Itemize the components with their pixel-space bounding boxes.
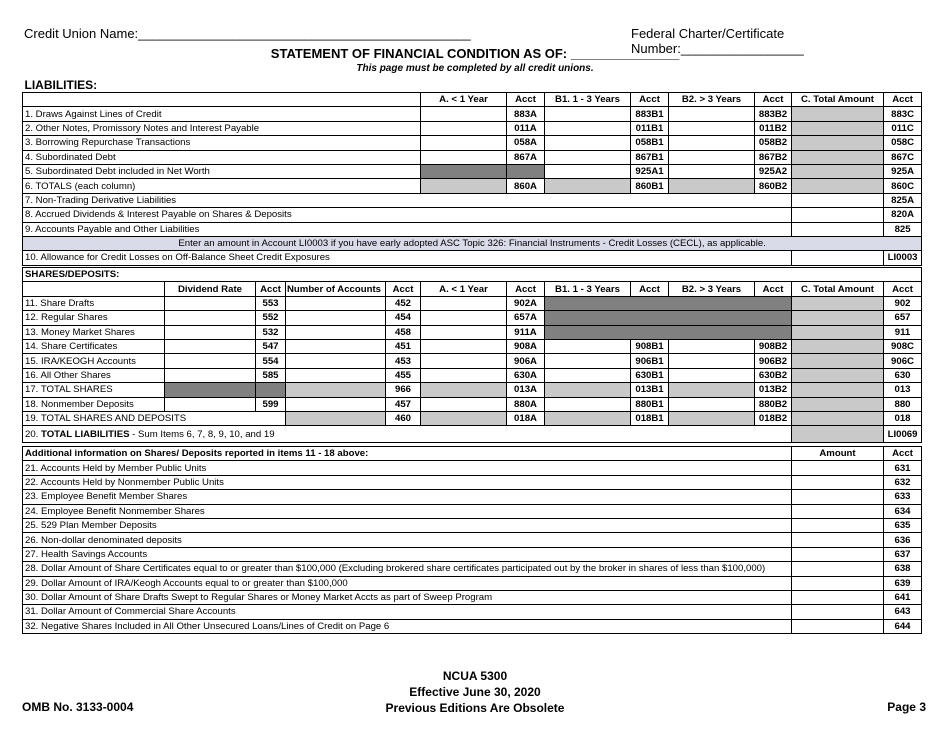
acct-code: LI0069: [884, 426, 922, 443]
acct-code: 867B2: [755, 150, 792, 164]
acct-code: 013B1: [631, 383, 669, 397]
row-label: 4. Subordinated Debt: [23, 150, 421, 164]
acct-code: 630B1: [631, 368, 669, 382]
acct-code: 547: [256, 339, 286, 353]
row-label: 3. Borrowing Repurchase Transactions: [23, 136, 421, 150]
acct-code: 657A: [507, 311, 545, 325]
col-b2-header: B2. > 3 Years: [669, 282, 755, 296]
col-acct-header: Acct: [631, 93, 669, 107]
shaded-cell: [545, 296, 792, 310]
table-row: [23, 107, 922, 121]
total-cell: [792, 164, 884, 178]
col-acct-header: Acct: [755, 93, 792, 107]
acct-code: 018: [884, 411, 922, 425]
shaded-cell: [256, 383, 286, 397]
col-acct-header: Acct: [884, 282, 922, 296]
acct-code: 630A: [507, 368, 545, 382]
total-cell: [792, 426, 884, 443]
total-cell: [792, 354, 884, 368]
acct-code: 966: [386, 383, 421, 397]
amount-cell[interactable]: [421, 121, 507, 135]
acct-code: 554: [256, 354, 286, 368]
col-a-header: A. < 1 Year: [421, 93, 507, 107]
acct-code: 906C: [884, 354, 922, 368]
table-row: [23, 164, 922, 178]
amount-cell[interactable]: [669, 368, 755, 382]
amount-cell[interactable]: [421, 311, 507, 325]
acct-code: 925A2: [755, 164, 792, 178]
table-row: [23, 193, 922, 207]
amount-cell[interactable]: [792, 576, 884, 590]
total-cell: [286, 411, 386, 425]
total-cell: [545, 411, 631, 425]
row-label: 18. Nonmember Deposits: [23, 397, 165, 411]
row-label: 1. Draws Against Lines of Credit: [23, 107, 421, 121]
shares-table: [22, 267, 922, 443]
table-row: [23, 576, 922, 590]
liabilities-section-title: LIABILITIES:: [23, 78, 922, 93]
total-cell: [792, 368, 884, 382]
col-acct-header: Acct: [755, 282, 792, 296]
row-label: 6. TOTALS (each column): [23, 179, 421, 193]
row-label: 29. Dollar Amount of IRA/Keogh Accounts equal to or greater than $100,000: [23, 576, 792, 590]
total-cell: [545, 383, 631, 397]
acct-code: 644: [884, 619, 922, 633]
total-cell: [421, 383, 507, 397]
table-row: [23, 475, 922, 489]
amount-cell[interactable]: [792, 251, 884, 265]
acct-code: 867C: [884, 150, 922, 164]
total-cell: [792, 150, 884, 164]
amount-cell[interactable]: [669, 121, 755, 135]
col-acct-header: Acct: [386, 282, 421, 296]
acct-code: 883B2: [755, 107, 792, 121]
col-acct-header: Acct: [631, 282, 669, 296]
acct-code: 867B1: [631, 150, 669, 164]
acct-code: 011A: [507, 121, 545, 135]
amount-header: Amount: [792, 447, 884, 461]
acct-code: 825: [884, 222, 922, 236]
acct-code: LI0003: [884, 251, 922, 265]
num-accounts-cell[interactable]: [286, 368, 386, 382]
cecl-note: Enter an amount in Account LI0003 if you have early adopted ASC Topic 326: Financial Instruments - Credit Losses (CECL), as applicable.: [23, 236, 922, 250]
amount-cell[interactable]: [792, 222, 884, 236]
acct-code: 883B1: [631, 107, 669, 121]
acct-code: 631: [884, 461, 922, 475]
amount-cell[interactable]: [421, 107, 507, 121]
table-row: [23, 339, 922, 353]
acct-code: 458: [386, 325, 421, 339]
acct-code: 636: [884, 533, 922, 547]
acct-code: 532: [256, 325, 286, 339]
amount-cell[interactable]: [792, 562, 884, 576]
amount-cell[interactable]: [792, 490, 884, 504]
amount-cell[interactable]: [421, 354, 507, 368]
acct-code: 552: [256, 311, 286, 325]
table-row: [23, 179, 922, 193]
dividend-rate-cell[interactable]: [165, 296, 256, 310]
amount-cell[interactable]: [669, 164, 755, 178]
table-row: [23, 547, 922, 561]
acct-code: 860B1: [631, 179, 669, 193]
row-label: 30. Dollar Amount of Share Drafts Swept to Regular Shares or Money Market Accts as part of Sweep Program: [23, 590, 792, 604]
row-label: 5. Subordinated Debt included in Net Worth: [23, 164, 421, 178]
shaded-cell: [165, 383, 256, 397]
table-row: [23, 150, 922, 164]
page-title: STATEMENT OF FINANCIAL CONDITION AS OF: _______________: [270, 46, 680, 61]
acct-code: 013B2: [755, 383, 792, 397]
acct-code: 825A: [884, 193, 922, 207]
table-row: [23, 562, 922, 576]
acct-code: 058B1: [631, 136, 669, 150]
acct-code: 906B2: [755, 354, 792, 368]
amount-cell[interactable]: [421, 150, 507, 164]
row-label: 11. Share Drafts: [23, 296, 165, 310]
total-cell: [792, 121, 884, 135]
row-label: 17. TOTAL SHARES: [23, 383, 165, 397]
acct-code: 908B1: [631, 339, 669, 353]
acct-code: 457: [386, 397, 421, 411]
acct-code: 451: [386, 339, 421, 353]
acct-code: 634: [884, 504, 922, 518]
table-row: [23, 490, 922, 504]
amount-cell[interactable]: [421, 368, 507, 382]
table-row: [23, 311, 922, 325]
row-label: 27. Health Savings Accounts: [23, 547, 792, 561]
total-cell: [669, 411, 755, 425]
amount-cell[interactable]: [545, 150, 631, 164]
acct-code: 908C: [884, 339, 922, 353]
shares-section-title: SHARES/DEPOSITS:: [23, 268, 922, 282]
acct-code: 880B2: [755, 397, 792, 411]
acct-header: Acct: [884, 447, 922, 461]
shaded-cell: [545, 325, 792, 339]
amount-cell[interactable]: [545, 121, 631, 135]
amount-cell[interactable]: [421, 136, 507, 150]
acct-code: 058C: [884, 136, 922, 150]
total-cell: [792, 397, 884, 411]
row-label: 21. Accounts Held by Member Public Units: [23, 461, 792, 475]
total-cell: [286, 383, 386, 397]
table-row: [23, 411, 922, 425]
row-label: 20. TOTAL LIABILITIES - Sum Items 6, 7, 8, 9, 10, and 19: [23, 426, 792, 443]
acct-code: 635: [884, 518, 922, 532]
acct-code: 911A: [507, 325, 545, 339]
row-label: 10. Allowance for Credit Losses on Off-Balance Sheet Credit Exposures: [23, 251, 792, 265]
table-row: [23, 533, 922, 547]
total-cell: [792, 383, 884, 397]
num-accounts-cell[interactable]: [286, 311, 386, 325]
amount-cell[interactable]: [545, 397, 631, 411]
amount-cell[interactable]: [792, 590, 884, 604]
col-b1-header: B1. 1 - 3 Years: [545, 282, 631, 296]
row-label: 14. Share Certificates: [23, 339, 165, 353]
col-acct-header: Acct: [507, 93, 545, 107]
acct-code: 860C: [884, 179, 922, 193]
amount-cell[interactable]: [545, 136, 631, 150]
amount-cell[interactable]: [669, 354, 755, 368]
table-row: [23, 121, 922, 135]
num-accounts-cell[interactable]: [286, 397, 386, 411]
total-cell: [421, 179, 507, 193]
acct-code: 599: [256, 397, 286, 411]
total-cell: [792, 339, 884, 353]
acct-code: 820A: [884, 208, 922, 222]
form-number: NCUA 5300: [442, 669, 508, 683]
col-acct-header: Acct: [884, 93, 922, 107]
dividend-rate-cell[interactable]: [165, 354, 256, 368]
table-row: [23, 461, 922, 475]
num-accounts-header: Number of Accounts: [286, 282, 386, 296]
table-row: [23, 208, 922, 222]
table-row: [23, 426, 922, 443]
row-label: 24. Employee Benefit Nonmember Shares: [23, 504, 792, 518]
acct-code: 925A: [884, 164, 922, 178]
acct-code: 585: [256, 368, 286, 382]
total-cell: [792, 411, 884, 425]
amount-cell[interactable]: [545, 368, 631, 382]
amount-cell[interactable]: [792, 533, 884, 547]
acct-code: 553: [256, 296, 286, 310]
federal-charter-field[interactable]: Federal Charter/Certificate Number:_________________: [631, 26, 804, 56]
acct-code: 883A: [507, 107, 545, 121]
total-cell: [792, 179, 884, 193]
acct-code: 911: [884, 325, 922, 339]
row-label: 16. All Other Shares: [23, 368, 165, 382]
table-row: [23, 325, 922, 339]
total-cell: [669, 179, 755, 193]
acct-code: 452: [386, 296, 421, 310]
table-row: [23, 383, 922, 397]
amount-cell[interactable]: [792, 208, 884, 222]
shaded-cell: [545, 311, 792, 325]
row-label: 12. Regular Shares: [23, 311, 165, 325]
row-label: 13. Money Market Shares: [23, 325, 165, 339]
row-label: 32. Negative Shares Included in All Other Unsecured Loans/Lines of Credit on Page 6: [23, 619, 792, 633]
acct-code: 018B2: [755, 411, 792, 425]
row-label: 19. TOTAL SHARES AND DEPOSITS: [23, 411, 286, 425]
acct-code: 860B2: [755, 179, 792, 193]
total-cell: [421, 411, 507, 425]
acct-code: 454: [386, 311, 421, 325]
num-accounts-cell[interactable]: [286, 339, 386, 353]
total-cell: [669, 383, 755, 397]
amount-cell[interactable]: [545, 164, 631, 178]
acct-code: 018B1: [631, 411, 669, 425]
col-b1-header: B1. 1 - 3 Years: [545, 93, 631, 107]
row-label: 2. Other Notes, Promissory Notes and Interest Payable: [23, 121, 421, 135]
additional-info-table: [22, 446, 922, 634]
amount-cell[interactable]: [669, 339, 755, 353]
shaded-cell: [507, 164, 545, 178]
amount-cell[interactable]: [421, 296, 507, 310]
credit-union-name-field[interactable]: Credit Union Name:______________________________________________: [24, 26, 471, 41]
shaded-cell: [421, 164, 507, 178]
obsolete-notice: Previous Editions Are Obsolete: [385, 701, 565, 715]
table-row: [23, 504, 922, 518]
acct-code: 633: [884, 490, 922, 504]
amount-cell[interactable]: [421, 397, 507, 411]
additional-heading: Additional information on Shares/ Deposits reported in items 11 - 18 above:: [23, 447, 792, 461]
col-c-header: C. Total Amount: [792, 282, 884, 296]
table-row: [23, 136, 922, 150]
amount-cell[interactable]: [792, 518, 884, 532]
acct-code: 013A: [507, 383, 545, 397]
amount-cell[interactable]: [792, 504, 884, 518]
table-row: [23, 354, 922, 368]
col-acct-header: Acct: [256, 282, 286, 296]
table-row: [23, 605, 922, 619]
amount-cell[interactable]: [792, 547, 884, 561]
dividend-rate-cell[interactable]: [165, 325, 256, 339]
num-accounts-cell[interactable]: [286, 325, 386, 339]
total-cell: [792, 107, 884, 121]
page-number: Page 3: [887, 700, 926, 714]
col-a-header: A. < 1 Year: [421, 282, 507, 296]
table-row: [23, 397, 922, 411]
acct-code: 011C: [884, 121, 922, 135]
acct-code: 880: [884, 397, 922, 411]
dividend-rate-cell[interactable]: [165, 397, 256, 411]
amount-cell[interactable]: [792, 193, 884, 207]
acct-code: 880A: [507, 397, 545, 411]
col-acct-header: Acct: [507, 282, 545, 296]
row-label: 22. Accounts Held by Nonmember Public Units: [23, 475, 792, 489]
acct-code: 867A: [507, 150, 545, 164]
acct-code: 637: [884, 547, 922, 561]
num-accounts-cell[interactable]: [286, 354, 386, 368]
row-label: 25. 529 Plan Member Deposits: [23, 518, 792, 532]
table-row: [23, 251, 922, 265]
amount-cell[interactable]: [669, 150, 755, 164]
acct-code: 908B2: [755, 339, 792, 353]
acct-code: 880B1: [631, 397, 669, 411]
acct-code: 455: [386, 368, 421, 382]
amount-cell[interactable]: [545, 107, 631, 121]
row-label: 8. Accrued Dividends & Interest Payable on Shares & Deposits: [23, 208, 792, 222]
acct-code: 906B1: [631, 354, 669, 368]
amount-cell[interactable]: [792, 461, 884, 475]
acct-code: 013: [884, 383, 922, 397]
acct-code: 925A1: [631, 164, 669, 178]
acct-code: 883C: [884, 107, 922, 121]
effective-date: Effective June 30, 2020: [409, 685, 541, 699]
amount-cell[interactable]: [545, 354, 631, 368]
acct-code: 638: [884, 562, 922, 576]
row-label: 15. IRA/KEOGH Accounts: [23, 354, 165, 368]
amount-cell[interactable]: [792, 619, 884, 633]
acct-code: 011B1: [631, 121, 669, 135]
total-cell: [792, 136, 884, 150]
amount-cell[interactable]: [792, 605, 884, 619]
acct-code: 058B2: [755, 136, 792, 150]
acct-code: 630: [884, 368, 922, 382]
acct-code: 639: [884, 576, 922, 590]
omb-number: OMB No. 3133-0004: [22, 700, 134, 714]
row-label: 31. Dollar Amount of Commercial Share Accounts: [23, 605, 792, 619]
table-row: [23, 296, 922, 310]
total-cell: [792, 325, 884, 339]
amount-cell[interactable]: [421, 339, 507, 353]
amount-cell[interactable]: [669, 397, 755, 411]
amount-cell[interactable]: [421, 325, 507, 339]
total-cell: [792, 296, 884, 310]
acct-code: 902: [884, 296, 922, 310]
amount-cell[interactable]: [545, 339, 631, 353]
table-row: [23, 590, 922, 604]
acct-code: 657: [884, 311, 922, 325]
acct-code: 453: [386, 354, 421, 368]
table-row: [23, 368, 922, 382]
acct-code: 460: [386, 411, 421, 425]
liabilities-table: [22, 78, 922, 266]
col-b2-header: B2. > 3 Years: [669, 93, 755, 107]
dividend-rate-cell[interactable]: [165, 368, 256, 382]
table-row: [23, 518, 922, 532]
dividend-rate-cell[interactable]: [165, 339, 256, 353]
row-label: 28. Dollar Amount of Share Certificates equal to or greater than $100,000 (Excluding brokered share certificates participated out by the broker in shares of less than $100,000): [23, 562, 792, 576]
row-label: 23. Employee Benefit Member Shares: [23, 490, 792, 504]
table-row: [23, 619, 922, 633]
acct-code: 906A: [507, 354, 545, 368]
total-cell: [545, 179, 631, 193]
row-label: 7. Non-Trading Derivative Liabilities: [23, 193, 792, 207]
acct-code: 018A: [507, 411, 545, 425]
acct-code: 902A: [507, 296, 545, 310]
amount-cell[interactable]: [669, 136, 755, 150]
acct-code: 632: [884, 475, 922, 489]
acct-code: 908A: [507, 339, 545, 353]
acct-code: 630B2: [755, 368, 792, 382]
page-subtitle: This page must be completed by all credit unions.: [356, 63, 594, 74]
table-row: [23, 222, 922, 236]
num-accounts-cell[interactable]: [286, 296, 386, 310]
total-cell: [792, 311, 884, 325]
dividend-rate-cell[interactable]: [165, 311, 256, 325]
acct-code: 058A: [507, 136, 545, 150]
acct-code: 643: [884, 605, 922, 619]
acct-code: 860A: [507, 179, 545, 193]
col-c-header: C. Total Amount: [792, 93, 884, 107]
amount-cell[interactable]: [669, 107, 755, 121]
row-label: 9. Accounts Payable and Other Liabilities: [23, 222, 792, 236]
acct-code: 641: [884, 590, 922, 604]
row-label: 26. Non-dollar denominated deposits: [23, 533, 792, 547]
acct-code: 011B2: [755, 121, 792, 135]
dividend-rate-header: Dividend Rate: [165, 282, 256, 296]
amount-cell[interactable]: [792, 475, 884, 489]
